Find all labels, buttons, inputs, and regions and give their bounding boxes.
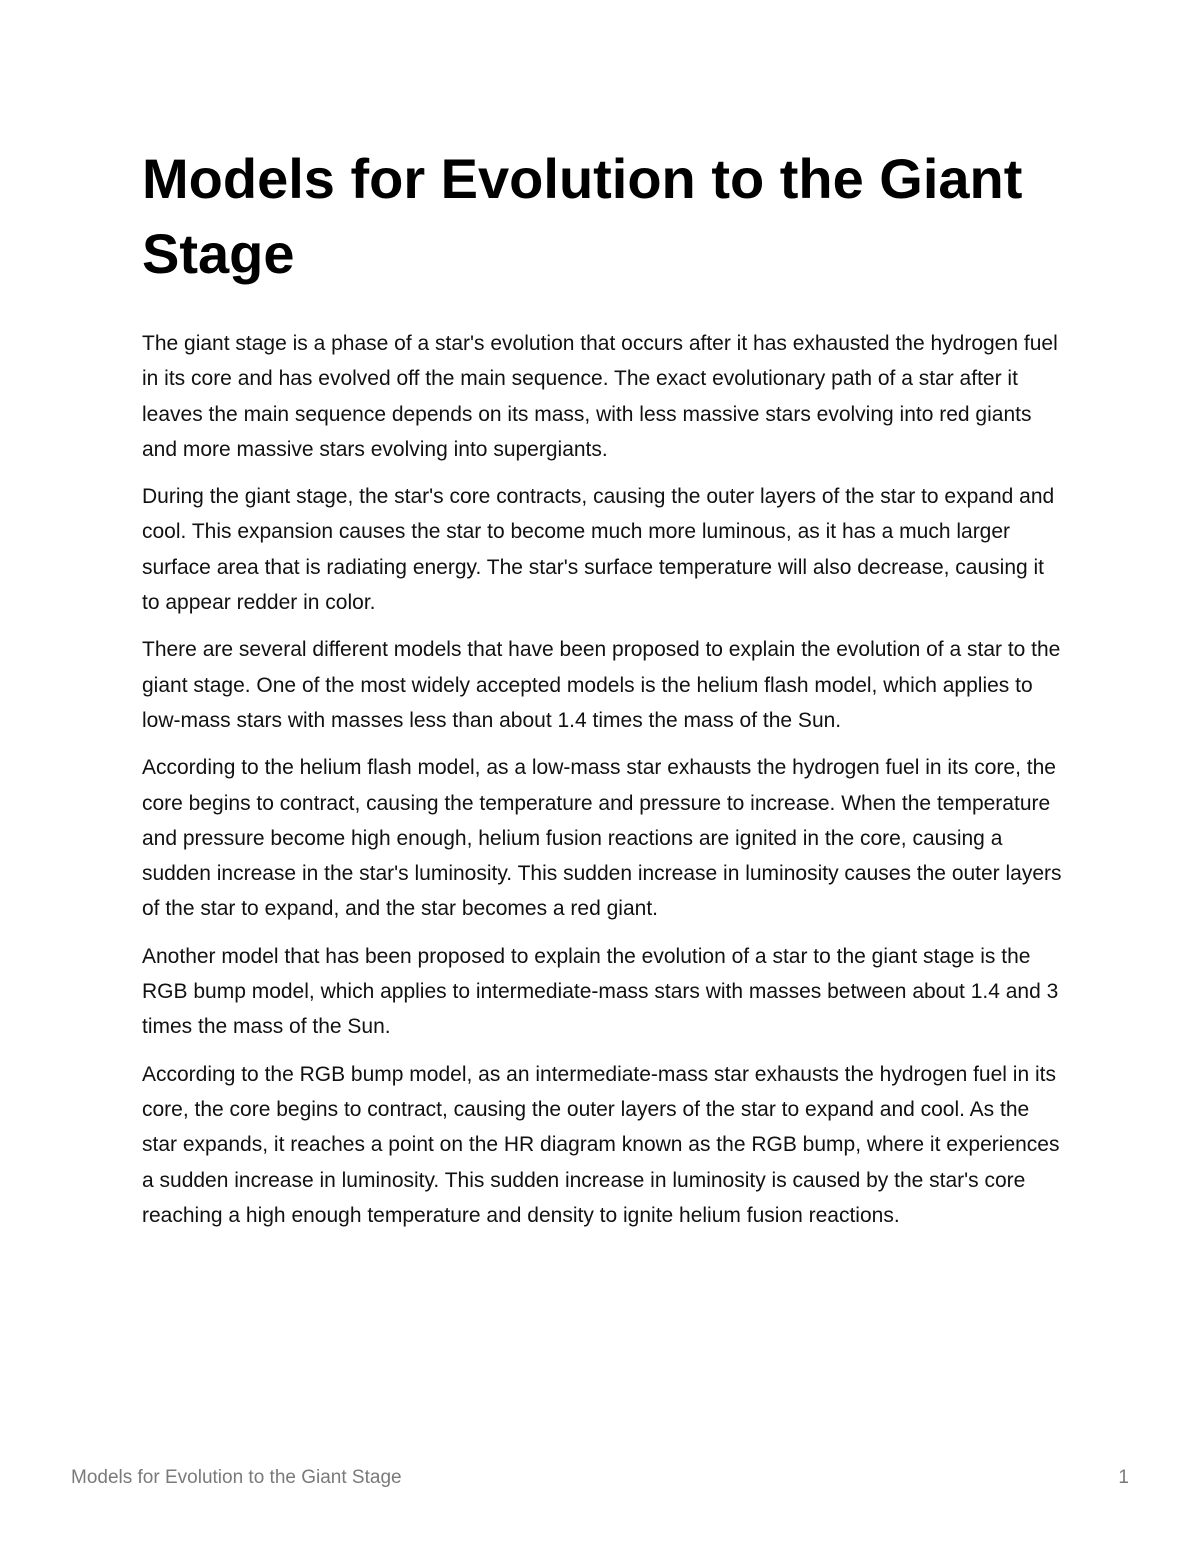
paragraph-models-overview: There are several different models that have been proposed to explain the evolution of a star to the giant stage. One of the most widely accepted models is the helium flash model, which applies to low-mass stars with masses less than about 1.4 times the mass of the Sun. [142,638,1061,732]
footer-document-title: Models for Evolution to the Giant Stage [71,1467,402,1488]
footer-page-number: 1 [1118,1467,1129,1488]
paragraph-rgb-bump-intro: Another model that has been proposed to explain the evolution of a star to the giant stage is the RGB bump model, which applies to intermediate-mass stars with masses between about 1.4 and 3 times the mass of the Sun. [142,944,1059,1039]
paragraph-giant-stage-intro: The giant stage is a phase of a star's evolution that occurs after it has exhausted the hydrogen fuel in its core and has evolved off the main sequence. The exact evolutionary path of a star after it leaves the main sequence depends on its mass, with less massive stars evolving into red giants and more massive stars evolving into supergiants. [142,332,1058,461]
paragraph-core-contraction: During the giant stage, the star's core contracts, causing the outer layers of the star to expand and cool. This expansion causes the star to become much more luminous, as it has a much larger surface area that is radiating energy. The star's surface temperature will also decrease, causing it to appear redder in color. [142,485,1055,615]
paragraph-rgb-bump-detail: According to the RGB bump model, as an intermediate-mass star exhausts the hydrogen fuel in its core, the core begins to contract, causing the outer layers of the star to expand and cool. As the star expands, it reaches a point on the HR diagram known as the RGB bump, where it experiences a sudden increase in luminosity. This sudden increase in luminosity is caused by the star's core reaching a high enough temperature and density to ignite helium fusion reactions. [142,1062,1060,1227]
paragraph-helium-flash: According to the helium flash model, as a low-mass star exhausts the hydrogen fuel in its core, the core begins to contract, causing the temperature and pressure to increase. When the temperature and pressure become high enough, helium fusion reactions are ignited in the core, causing a sudden increase in the star's luminosity. This sudden increase in luminosity causes the outer layers of the star to expand, and the star becomes a red giant. [142,756,1062,921]
page-title: Models for Evolution to the Giant Stage [142,147,1023,285]
document-body [142,326,1067,1245]
